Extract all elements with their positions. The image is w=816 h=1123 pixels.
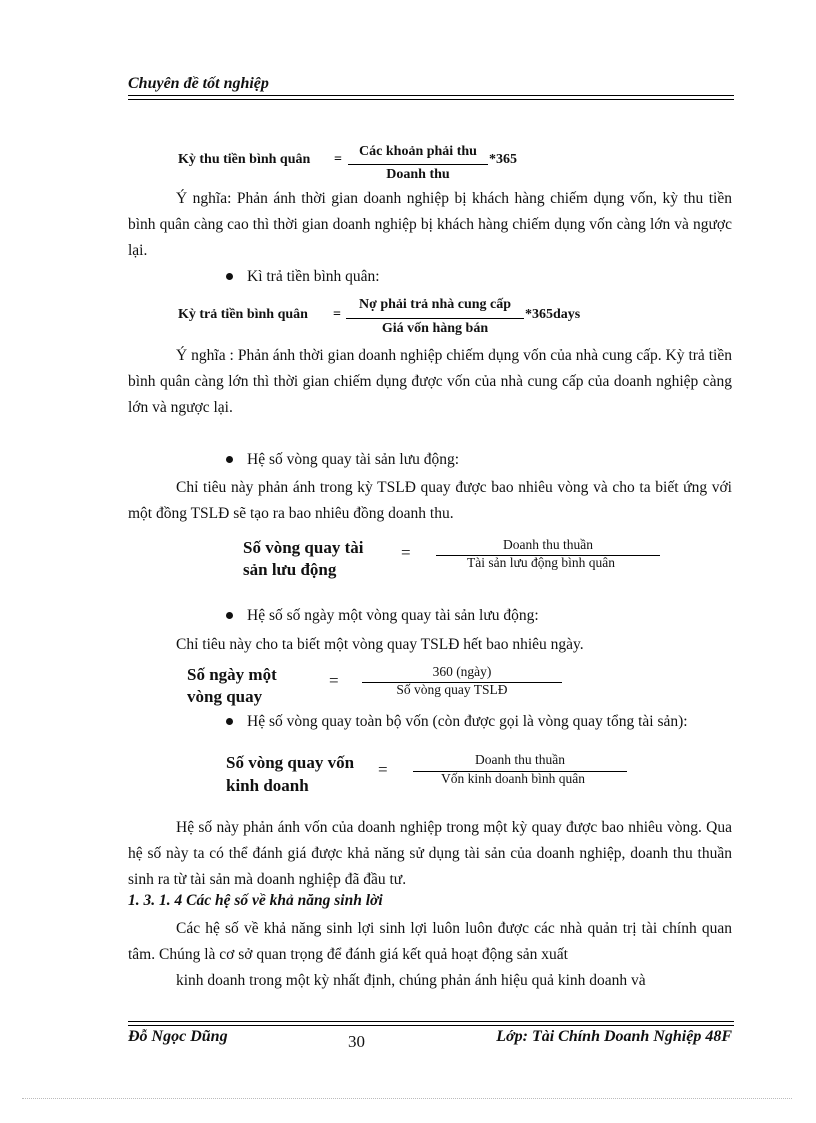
formula-1-fraction-bar [348,164,488,165]
formula-3-numerator: Doanh thu thuần [503,537,593,552]
formula-5-label-line-2: kinh doanh [226,776,309,795]
paragraph-7-text: kinh doanh trong một kỳ nhất định, chúng phản ánh hiệu quả kinh doanh và [176,972,646,989]
formula-5-denominator: Vốn kinh doanh bình quân [441,771,585,786]
formula-1-denominator: Doanh thu [386,167,450,182]
page-bottom-dotted-border [22,1098,792,1099]
bullet-icon [226,273,233,280]
formula-3-denominator: Tài sản lưu động bình quân [467,555,615,570]
page-header-title: Chuyên đề tốt nghiệp [128,75,269,92]
paragraph-3 [128,475,732,527]
bullet-item-4 [226,713,688,731]
section-heading: 1. 3. 1. 4 Các hệ số về khả năng sinh lời [128,892,383,909]
formula-4-denominator: Số vòng quay TSLĐ [396,682,508,697]
header-rule-thin [128,99,734,100]
paragraph-4-text: Chỉ tiêu này cho ta biết một vòng quay TSLĐ hết bao nhiêu ngày. [176,636,584,653]
formula-5-equals: = [378,760,388,779]
formula-5-numerator: Doanh thu thuần [475,752,565,767]
bullet-icon [226,718,233,725]
formula-2-label: Kỳ trả tiền bình quân [178,307,308,322]
formula-4-label-line-1: Số ngày một [187,665,277,684]
bullet-4-text: Hệ số vòng quay toàn bộ vốn (còn được gọi là vòng quay tổng tài sản): [247,713,688,730]
footer-rule [128,1021,734,1022]
formula-1-label: Kỳ thu tiền bình quân [178,152,311,167]
formula-4-equals: = [329,671,339,690]
bullet-3-text: Hệ số số ngày một vòng quay tài sản lưu động: [247,607,539,624]
paragraph-3-text: Chỉ tiêu này phản ánh trong kỳ TSLĐ quay được bao nhiêu vòng và cho ta biết ứng với một đồng TSLĐ sẽ tạo ra bao nhiêu đồng doanh thu. [128,479,732,522]
paragraph-5 [128,815,732,893]
bullet-icon [226,612,233,619]
formula-5-label-line-1: Số vòng quay vốn [226,753,355,772]
paragraph-6 [128,916,732,968]
header-rule [128,95,734,96]
formula-1-suffix: *365 [489,152,517,167]
paragraph-2-text: Ý nghĩa : Phản ánh thời gian doanh nghiệp chiếm dụng vốn của nhà cung cấp. Kỳ trả tiền bình quân càng lớn thì thời gian chiếm dụng được vốn của nhà cung cấp của doanh nghiệp càng lớn và ngược lại. [128,347,732,416]
formula-2-numerator: Nợ phải trả nhà cung cấp [358,297,512,312]
paragraph-6-text: Các hệ số về khả năng sinh lợi sinh lợi luôn luôn được các nhà quản trị tài chính quan tâm. Chúng là cơ sở quan trọng để đánh giá kết quả hoạt động sản xuất [128,920,732,963]
paragraph-5-text: Hệ số này phản ánh vốn của doanh nghiệp trong một kỳ quay được bao nhiêu vòng. Qua hệ số này ta có thể đánh giá được khả năng sử dụng tài sản của doanh nghiệp, doanh thu thuần sinh ra từ tài sản mà doanh nghiệp đã đầu tư. [128,819,732,888]
page-number: 30 [348,1032,365,1051]
bullet-item-1 [226,268,380,286]
bullet-2-text: Hệ số vòng quay tài sản lưu động: [247,451,460,468]
paragraph-2 [128,343,732,421]
formula-3-equals: = [401,543,411,562]
bullet-icon [226,456,233,463]
formula-2-fraction-bar [346,318,524,319]
formula-3-label-line-2: sản lưu động [243,560,337,579]
footer-class: Lớp: Tài Chính Doanh Nghiệp 48F [496,1028,732,1045]
paragraph-1-text: Ý nghĩa: Phản ánh thời gian doanh nghiệp bị khách hàng chiếm dụng vốn, kỳ thu tiền bình quân càng cao thì thời gian doanh nghiệp bị khách hàng chiếm dụng vốn càng lớn và ngược lại. [128,190,732,259]
bullet-item-2 [226,451,459,469]
formula-3-label-line-1: Số vòng quay tài [243,538,364,557]
footer-rule-thin [128,1025,734,1026]
formula-2-suffix: *365days [525,307,581,322]
paragraph-7 [176,968,736,994]
formula-4-label-line-2: vòng quay [187,687,263,706]
formula-4-numerator: 360 (ngày) [432,664,492,679]
paragraph-1 [128,186,732,264]
formula-2-equals: = [333,307,341,322]
formula-1-numerator: Các khoản phải thu [359,144,477,159]
bullet-item-3 [226,607,539,625]
bullet-1-text: Kì trả tiền bình quân: [247,268,380,285]
formula-1-equals: = [334,152,342,167]
paragraph-4 [176,632,736,658]
footer-author: Đỗ Ngọc Dũng [128,1028,228,1045]
formula-2-denominator: Giá vốn hàng bán [381,321,489,336]
